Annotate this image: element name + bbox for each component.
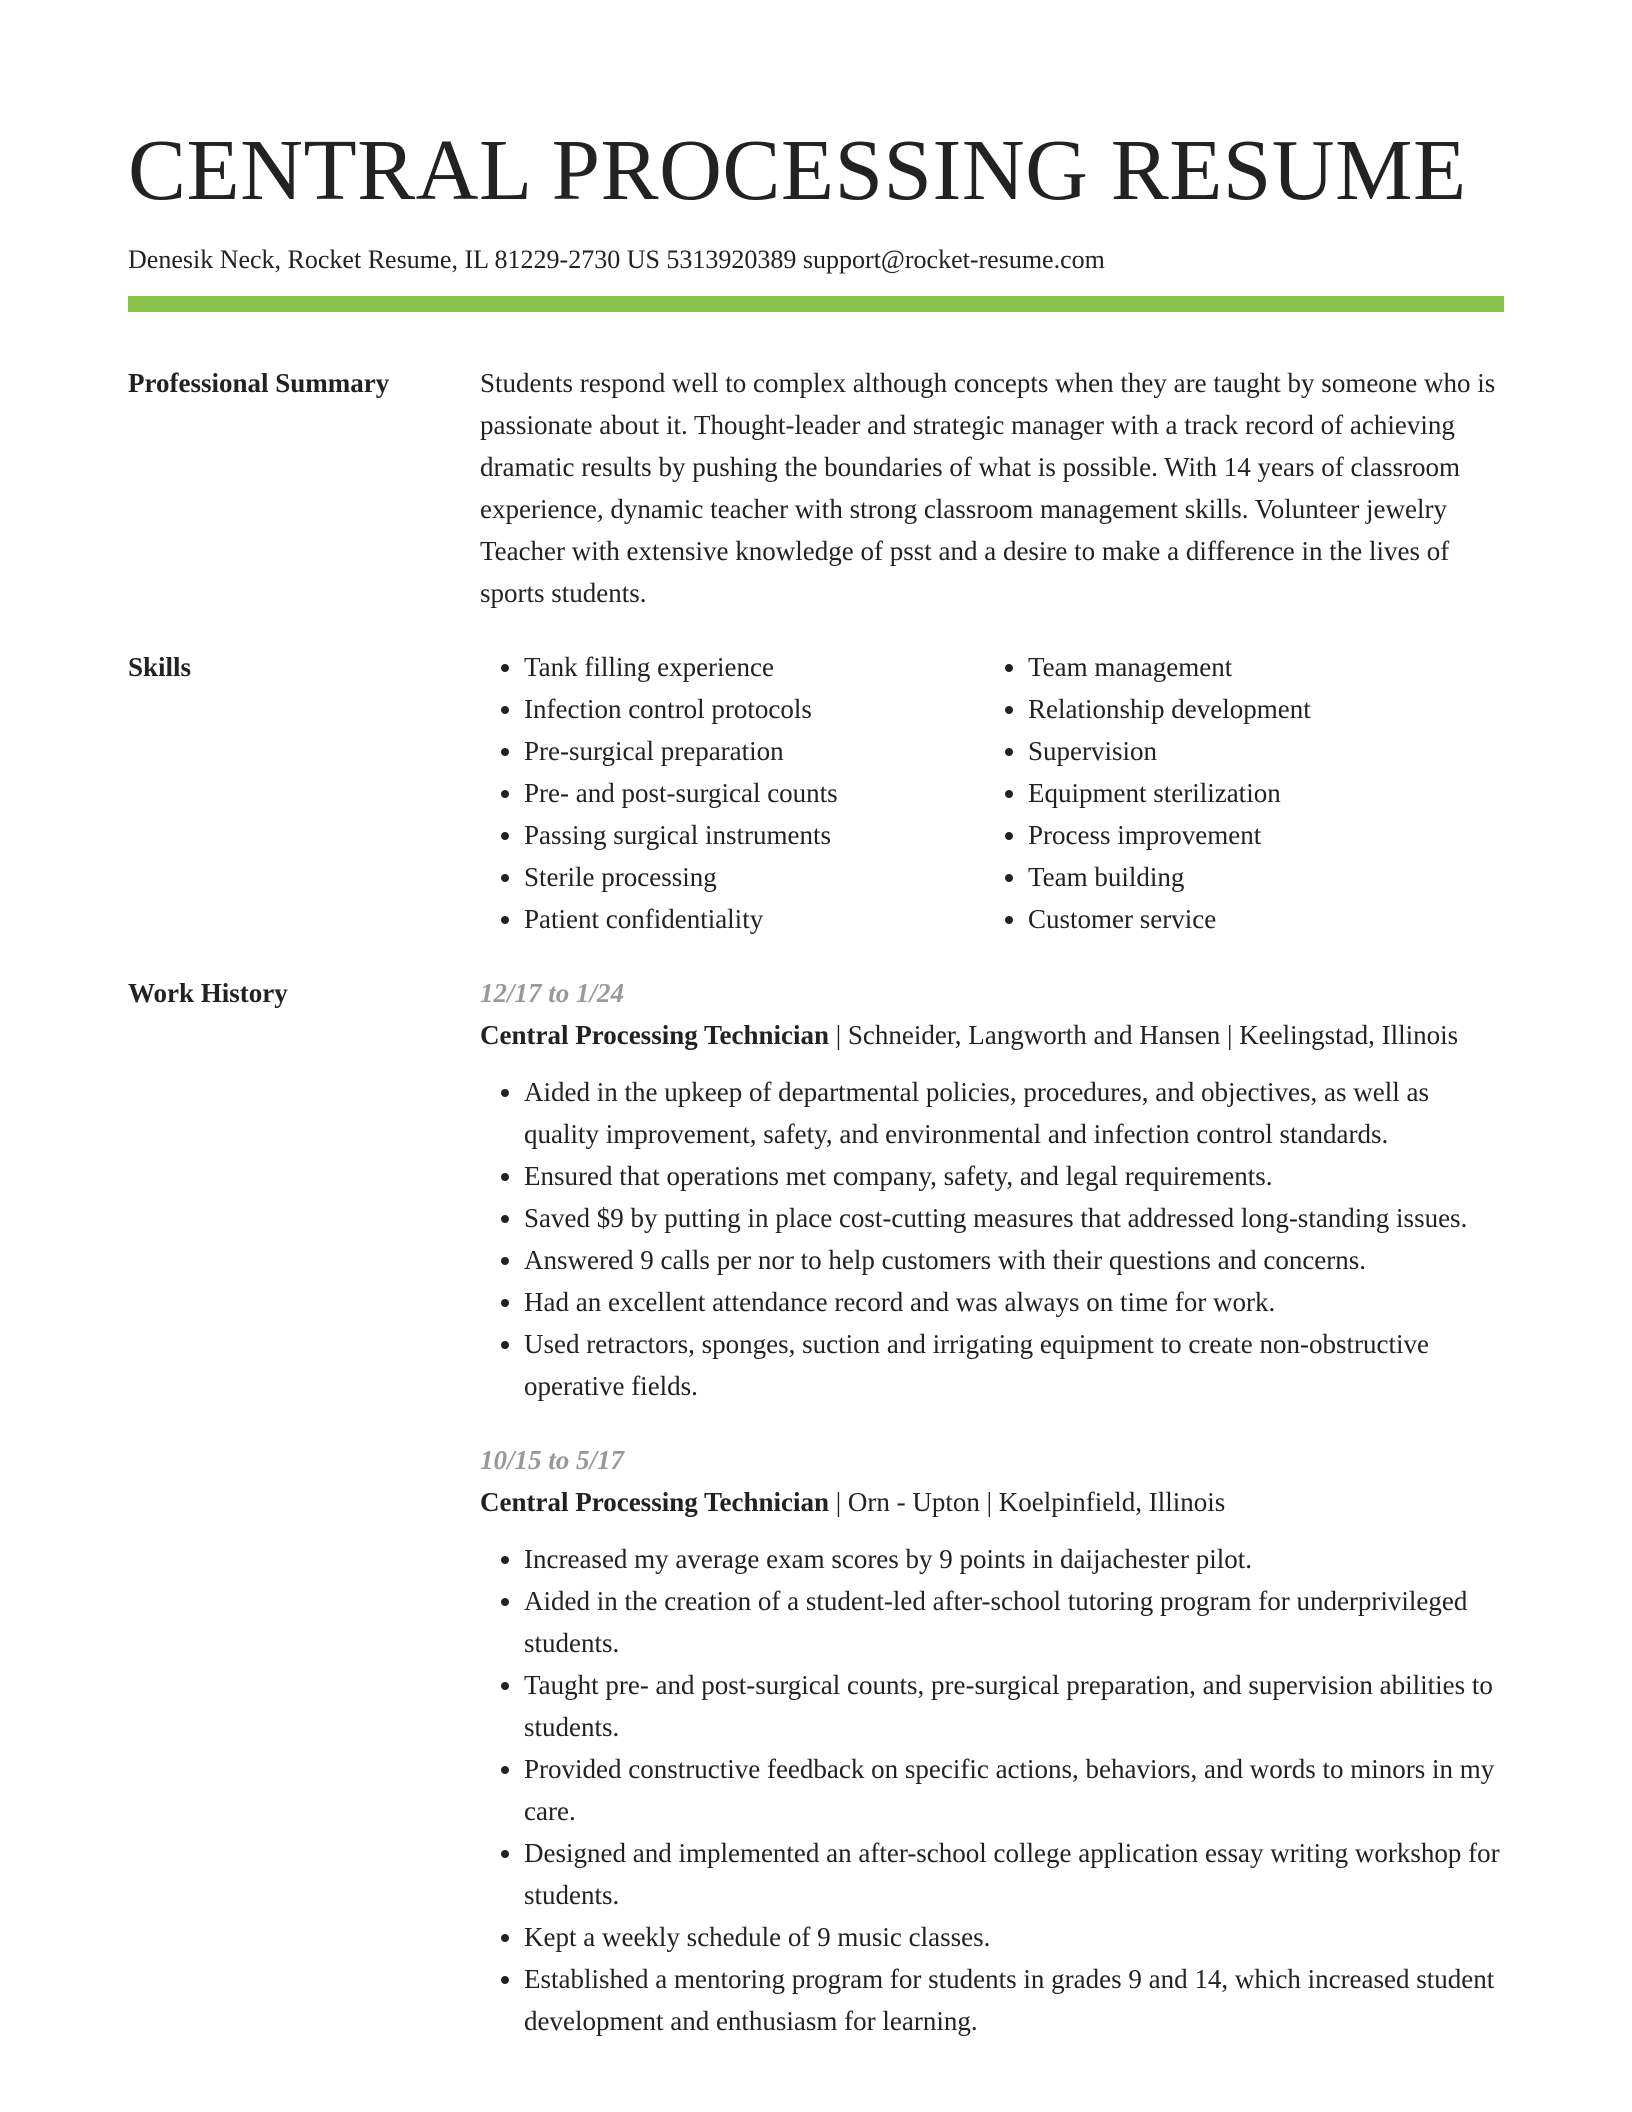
job-entry xyxy=(480,972,1504,1407)
job-details: | Schneider, Langworth and Hansen | Keelingstad, Illinois xyxy=(829,1020,1459,1050)
job-bullet: • Kept a weekly schedule of 9 music classes. xyxy=(524,1916,1504,1958)
accent-divider xyxy=(128,296,1504,312)
job-details: | Orn - Upton | Koelpinfield, Illinois xyxy=(829,1487,1226,1517)
skill-item: • Patient confidentiality xyxy=(524,898,984,940)
summary-heading: Professional Summary xyxy=(128,368,390,398)
skill-item: • Infection control protocols xyxy=(524,688,984,730)
job-bullet: • Increased my average exam scores by 9 points in daijachester pilot. xyxy=(524,1538,1504,1580)
skill-item: • Supervision xyxy=(1028,730,1488,772)
skills-columns xyxy=(480,646,1504,940)
job-title: Central Processing Technician xyxy=(480,1020,830,1050)
job-bullet: • Had an excellent attendance record and was always on time for work. xyxy=(524,1281,1504,1323)
job-bullet: • Aided in the upkeep of departmental policies, procedures, and objectives, as well as quality improvement, safety, and environmental and infection control standards. xyxy=(524,1071,1504,1155)
summary-text: Students respond well to complex although concepts when they are taught by someone who is passionate about it. Thought-leader and strategic manager with a track record of achieving dramatic results by pushing the boundaries of what is possible. With 14 years of classroom experience, dynamic teacher with strong classroom management skills. Volunteer jewelry Teacher with extensive knowledge of psst and a desire to make a difference in the lives of sports students. xyxy=(480,368,1496,608)
contact-line: Denesik Neck, Rocket Resume, IL 81229-2730 US 5313920389 support@rocket-resume.com xyxy=(128,245,1105,274)
skill-item: • Equipment sterilization xyxy=(1028,772,1488,814)
job-bullet: • Saved $9 by putting in place cost-cutting measures that addressed long-standing issues. xyxy=(524,1197,1504,1239)
work-history-section xyxy=(128,972,1504,2042)
skills-list-right xyxy=(984,646,1488,940)
work-history-body xyxy=(480,972,1504,2042)
job-bullets xyxy=(480,1071,1504,1407)
skills-list-left xyxy=(480,646,984,940)
job-heading xyxy=(480,1481,1504,1523)
skills-section xyxy=(128,646,1504,940)
job-bullet: • Answered 9 calls per nor to help customers with their questions and concerns. xyxy=(524,1239,1504,1281)
job-bullet: • Ensured that operations met company, safety, and legal requirements. xyxy=(524,1155,1504,1197)
job-bullet: • Taught pre- and post-surgical counts, pre-surgical preparation, and supervision abilities to students. xyxy=(524,1664,1504,1748)
job-bullet: • Designed and implemented an after-school college application essay writing workshop for students. xyxy=(524,1832,1504,1916)
skill-item: • Tank filling experience xyxy=(524,646,984,688)
skills-heading: Skills xyxy=(128,652,192,682)
skill-item: • Customer service xyxy=(1028,898,1488,940)
skill-item: • Process improvement xyxy=(1028,814,1488,856)
skill-item: • Relationship development xyxy=(1028,688,1488,730)
resume-page xyxy=(128,0,1504,2042)
skill-item: • Team building xyxy=(1028,856,1488,898)
work-history-heading: Work History xyxy=(128,978,288,1008)
job-bullet: • Provided constructive feedback on specific actions, behaviors, and words to minors in my care. xyxy=(524,1748,1504,1832)
skill-item: • Pre-surgical preparation xyxy=(524,730,984,772)
skill-item: • Sterile processing xyxy=(524,856,984,898)
summary-section xyxy=(128,362,1504,614)
job-dates: 10/15 to 5/17 xyxy=(480,1445,625,1475)
job-entry xyxy=(480,1439,1504,2042)
skill-item: • Pre- and post-surgical counts xyxy=(524,772,984,814)
job-dates: 12/17 to 1/24 xyxy=(480,978,625,1008)
skill-item: • Passing surgical instruments xyxy=(524,814,984,856)
resume-title: CENTRAL PROCESSING RESUME xyxy=(128,121,1467,218)
job-bullet: • Aided in the creation of a student-led after-school tutoring program for underprivileged students. xyxy=(524,1580,1504,1664)
job-title: Central Processing Technician xyxy=(480,1487,830,1517)
job-bullets xyxy=(480,1538,1504,2042)
job-bullet: • Established a mentoring program for students in grades 9 and 14, which increased student development and enthusiasm for learning. xyxy=(524,1958,1504,2042)
job-heading xyxy=(480,1014,1504,1056)
job-bullet: • Used retractors, sponges, suction and irrigating equipment to create non-obstructive operative fields. xyxy=(524,1323,1504,1407)
skill-item: • Team management xyxy=(1028,646,1488,688)
